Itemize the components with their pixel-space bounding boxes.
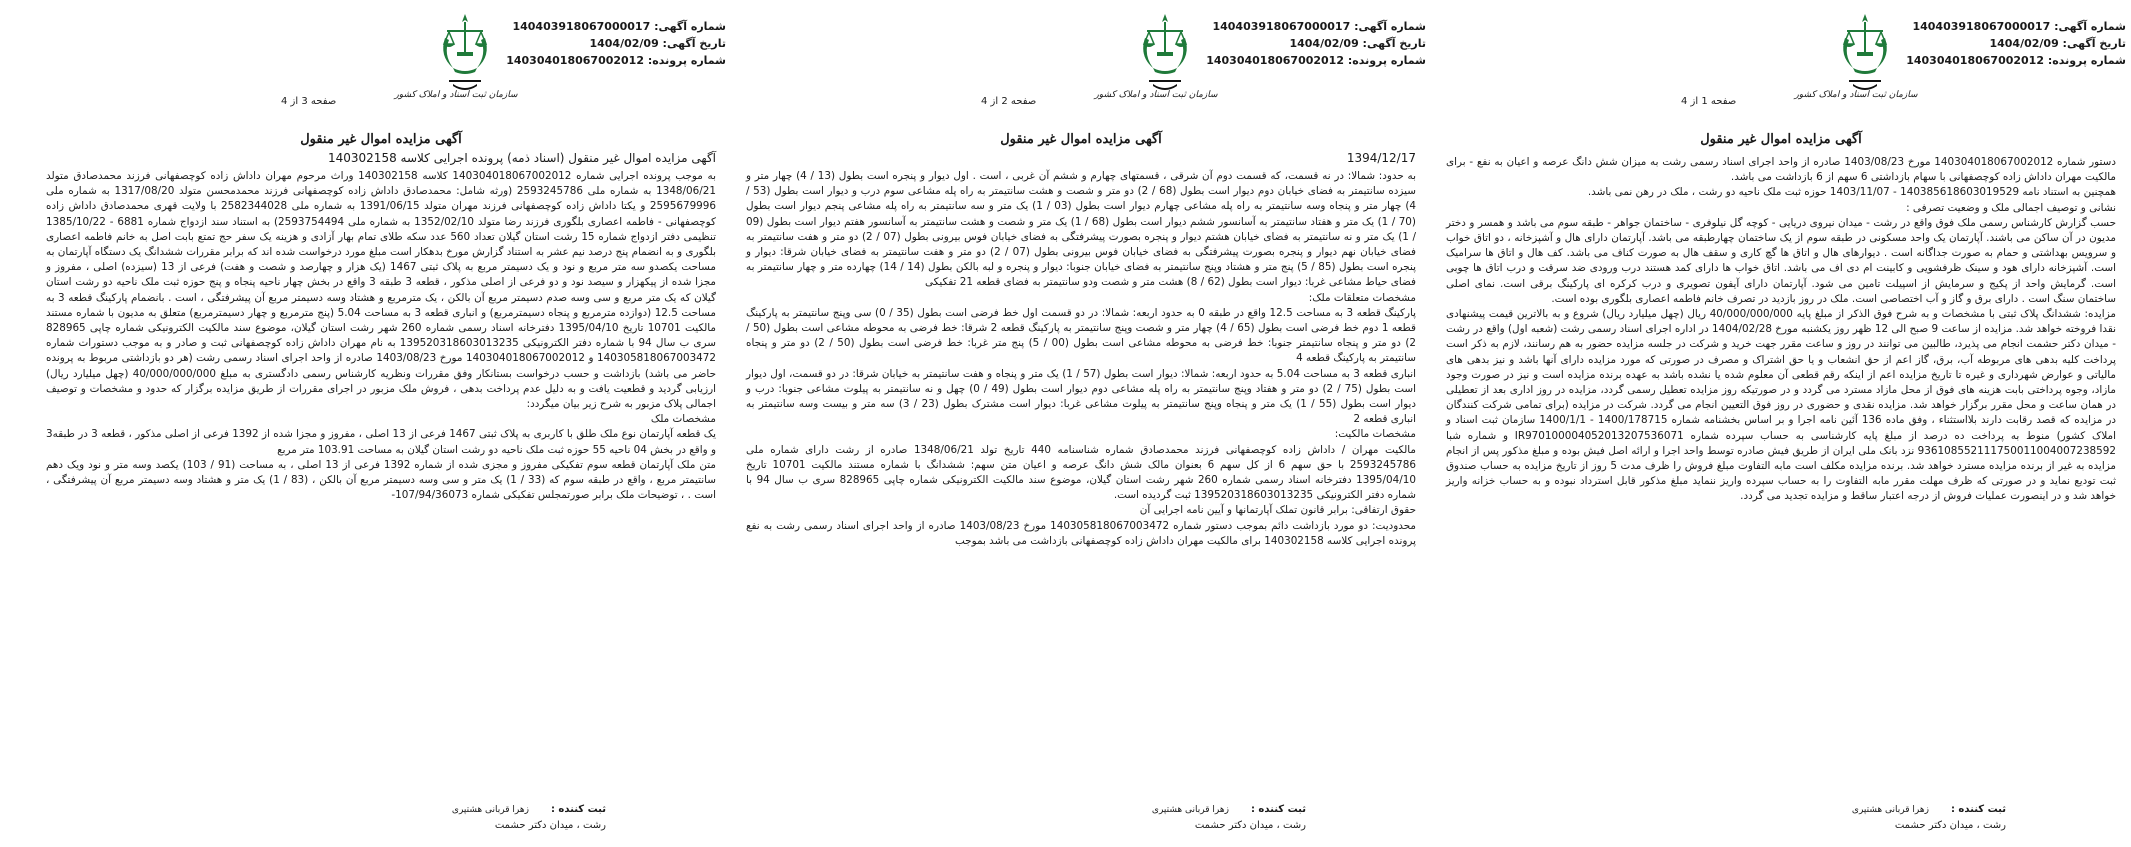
registrar-name: زهرا قربانی هشتپری bbox=[1851, 805, 1929, 815]
page-header bbox=[31, 0, 731, 120]
ad-date: تاریخ آگهی: 1404/02/09 bbox=[1989, 37, 2126, 50]
page-header bbox=[731, 0, 1431, 120]
page-body bbox=[731, 165, 1431, 549]
paragraph: پارکینگ قطعه 3 به مساحت 12.5 واقع در طبقه 0 به حدود اربعه: شمالا: در دو قسمت اول خط فرضی است بطول (35 / 0) سی وپنج سانتیمتر به پارکینگ قطعه 1 دوم خط فرضی است بطول (65 / 4) چهار متر و شصت وپنج سانتیمتر به پارکینگ قطعه 2 شرقا: خط فرضی به محوطه مشاعی است بطول (50 / 2) دو متر و پنجاه سانتیمتر جنوبا: خط فرضی به محوطه مشاعی است بطول (00 / 5) پنج متر غربا: خط فرضی است بطول (50 / 2) دو متر و پنجاه سانتیمتر به پارکینگ قطعه 4 bbox=[746, 306, 1417, 365]
signature-block bbox=[426, 802, 606, 833]
page-title: آگهی مزایده اموال غیر منقول bbox=[300, 132, 462, 147]
paragraph: به حدود: شمالا: در نه قسمت، که قسمت دوم آن شرقی ، قسمتهای چهارم و ششم آن غربی ، است . اول دیوار و پنجره است بطول (13 / 4) چهار متر و سیزده سانتیمتر به فضای خیابان دوم دیوار است بطول (68 / 2) دو متر و شصت و هشت سانتیمتر به راه پله مشاعی سوم درب و دیوار است بطول (53 / 4) چهار متر و پنجاه وسه سانتیمتر به راه پله مشاعی چهارم دیوار است بطول (03 / 1) یک متر و سه سانتیمتر به راه پله مشاعی پنجم دیوار است بطول (70 / 1) یک متر و هفتاد سانتیمتر به آسانسور ششم دیوار است بطول (68 / 1) یک متر و شصت و هشت سانتیمتر به آسانسور هفتم دیوار است بطول (09 / 1) یک متر و نه سانتیمتر به فضای خیابان هشتم دیوار و پنجره بصورت پیشرفتگی به فضای خیابان فوس بیرونی بطول (07 / 2) دو متر و هفت سانتیمتر به فضای خیابان نهم دیوار و پنجره بصورت پیشرفتگی به فضای خیابان فوس بیرونی بطول (07 / 2) دو متر و هفت سانتیمتر به فضای خیابان شرقا: دیوار و پنجره است بطول (85 / 5) پنج متر و هشتاد وپنج سانتیمتر به فضای خیابان جنوبا: دیوار و پنجره و لبه بالکن بطول (14 / 14) چهارده متر و چهار سانتیمتر به فضای حیاط مشاعی غربا: دیوار است بطول (62 / 8) هشت متر و شصت ودو سانتیمتر به فضای قطعه 21 تفکیکی bbox=[746, 170, 1417, 289]
paragraph: محدودیت: دو مورد بازداشت دائم بموجب دستور شماره 140305818067003472 مورخ 1403/08/23 صادره از واحد اجرای اسناد رسمی رشت به نفع پرونده اجرایی کلاسه 140302158 برای مالکیت مهران داداش زاده کوچصفهانی بازداشت می باشد بموجب bbox=[746, 519, 1416, 547]
paragraph: همچنین به استناد نامه 140385618603019529 - 1403/11/07 حوزه ثبت ملک ناحیه دو رشت ، ملک در رهن نمی باشد. bbox=[1587, 186, 2116, 199]
page-number: صفحه 2 از 4 bbox=[981, 96, 1037, 107]
page-title: آگهی مزایده اموال غیر منقول bbox=[1000, 132, 1162, 147]
registrar-name: زهرا قربانی هشتپری bbox=[1151, 805, 1229, 815]
signature-block bbox=[1126, 802, 1306, 833]
registrar-address: رشت ، میدان دکتر حشمت bbox=[494, 820, 606, 831]
ad-date: تاریخ آگهی: 1404/02/09 bbox=[589, 37, 726, 50]
ad-metadata bbox=[1906, 18, 2126, 69]
registrar-label: ثبت کننده : bbox=[550, 804, 606, 815]
signature-block bbox=[1826, 802, 2006, 833]
organization-name: سازمان ثبت اسناد و املاک کشور bbox=[1094, 90, 1218, 100]
organization-name: سازمان ثبت اسناد و املاک کشور bbox=[1794, 90, 1918, 100]
page-header bbox=[1431, 0, 2131, 120]
ad-date: تاریخ آگهی: 1404/02/09 bbox=[1289, 37, 1426, 50]
page-number: صفحه 3 از 4 bbox=[281, 96, 337, 107]
page-2 bbox=[731, 0, 1431, 847]
registrar-address: رشت ، میدان دکتر حشمت bbox=[1194, 820, 1306, 831]
paragraph: مزایده: ششدانگ پلاک ثبتی با مشخصات و به شرح فوق الذکر از مبلغ پایه 40/000/000/000 ریال (چهل میلیارد ریال) شروع و به بالاترین قیمت پیشنهادی نقدا فروخته خواهد شد. مزایده از ساعت 9 صبح الی 12 ظهر روز یکشنبه مورخ 1404/02/28 در اداره اجرای اسناد رسمی رشت (شعبه اول) واقع در رشت - میدان دکتر حشمت انجام می پذیرد، طالبین می توانند در روز و ساعت مقرر جهت خرید و شرکت در جلسه مزایده حضور به هم رسانند، لازم به ذکر است پرداخت کلیه بدهی های مربوطه آب، برق، گاز اعم از حق انشعاب و یا حق اشتراک و مصرف در صورتی که مورد مزایده دارای آنها باشد و نیز بدهی های مالیاتی و عوارض شهرداری و غیره تا تاریخ مزایده اعم از اینکه رقم قطعی آن معلوم شده یا نشده باشد به عهده برنده مزایده است و نیز در صورت وجود مازاد، وجوه پرداختی بابت هزینه های فوق از محل مازاد مسترد می گردد و در صورتیکه روز مزایده تعطیل رسمی گردد، مزایده در روز اداری بعد از تعطیلی در همان ساعت و محل مقرر برگزار خواهد شد. مزایده نقدی و حضوری در روز فوق التعیین انجام می گردد. شرکت در مزایده (برای تمامی شرکت کنندگان در مزایده که قصد رقابت دارند بلااستثناء ، وفق ماده 136 آئین نامه اجرا و بر اساس بخشنامه شماره 1400/178715 - 1400/1/1 سازمان ثبت اسناد و املاک کشور) منوط به پرداخت ده درصد از مبلغ پایه کارشناسی به حساب سپرده شماره IR970100004052013207536071 و شماره شبا 936108552111750011004007238592 نزد بانک ملی ایران از طریق فیش صادره توسط واحد اجرا و ارائه اصل فیش بوده و مبلغ مذکور پس از انجام مزایده به غیر از برنده مزایده مسترد خواهد شد. برنده مزایده مکلف است مابه التفاوت مبلغ فروش را ظرف مدت 5 روز از تاریخ مزایده به حساب صندوق ثبت تودیع نماید و در صورتی که ظرف مهلت مقرر مابه التفاوت را به حساب سپرده واریز ننماید مبلغ مذکور قابل استرداد نبوده و به حساب خزانه واریز خواهد شد و در اینصورت عملیات فروش از درجه اعتبار ساقط و مزایده تجدید می گردد. bbox=[1446, 308, 2117, 503]
ad-metadata bbox=[506, 18, 726, 69]
ad-number: شماره آگهی: 140403918067000017 bbox=[1912, 20, 2126, 33]
judiciary-emblem-icon bbox=[435, 8, 495, 100]
paragraph: نشانی و توصیف اجمالی ملک و وضعیت تصرفی : bbox=[1906, 201, 2116, 214]
page-subtitle: 1394/12/17 bbox=[1346, 151, 1416, 165]
paragraph: دستور شماره 140304018067002012 مورخ 1403/08/23 صادره از واحد اجرای اسناد رسمی رشت به میزان شش دانگ عرصه و اعیان به نفع - برای مالکیت مهران داداش زاده کوچصفهانی با سهام بازداشتی 6 سهم از 6 بازداشت می باشد. bbox=[1446, 156, 2117, 184]
organization-name: سازمان ثبت اسناد و املاک کشور bbox=[394, 90, 518, 100]
page-3 bbox=[31, 0, 731, 847]
page-body bbox=[1431, 151, 2131, 505]
paragraph: حسب گزارش کارشناس رسمی ملک فوق واقع در رشت - میدان نیروی دریایی - کوچه گل نیلوفری - ساختمان جواهر - طبقه سوم می باشد و همسر و دختر مدیون در آن ساکن می باشند. آپارتمان یک واحد مسکونی در طبقه سوم از یک ساختمان چهارطبقه می باشد. آپارتمان دارای هال و آشپزخانه ، دو اتاق خواب و سرویس بهداشتی و حمام به صورت جداگانه است . دیوارهای هال و اتاق ها گچ کاری و سقف هال به صورت کناف می باشد. کف هال و اتاق ها سرامیک است. آشپزخانه دارای هود و سینک ظرفشویی و کابینت ام دی اف می باشد. اتاق خواب ها دارای کمد هستند درب ورودی ضد سرقت و درب اتاق ها چوبی است. گرمایش واحد از پکیج و سرمایش از اسپیلت تامین می شود. آپارتمان دارای آیفون تصویری و درب کرکره ای پارکینگ برقی است. نمای اصلی ساختمان سنگ است . دارای برق و گاز و آب اختصاصی است. ملک در روز بازدید در تصرف خانم فاطمه اعصاری بلگوری بوده است. bbox=[1446, 216, 2116, 305]
registrar-label: ثبت کننده : bbox=[1950, 804, 2006, 815]
registrar-label: ثبت کننده : bbox=[1250, 804, 1306, 815]
judiciary-emblem-icon bbox=[1135, 8, 1195, 100]
paragraph: انباری قطعه 3 به مساحت 5.04 به حدود اربعه: شمالا: دیوار است بطول (57 / 1) یک متر و پنجاه و هفت سانتیمتر به خیابان شرقا: در دو قسمت، اول دیوار است بطول (75 / 2) دو متر و هفتاد وپنج سانتیمتر به راه پله مشاعی دوم دیوار است بطول (49 / 0) چهل و نه سانتیمتر به پیلوت مشاعی جنوبا: درب و دیوار است بطول (55 / 1) یک متر و پنجاه وپنج سانتیمتر به پیلوت مشاعی غربا: دیوار است مشترک بطول (23 / 3) سه متر و بیست وسه سانتیمتر به انباری قطعه 2 bbox=[746, 367, 1417, 426]
ad-number: شماره آگهی: 140403918067000017 bbox=[512, 20, 726, 33]
file-number: شماره پرونده: 140304018067002012 bbox=[1906, 54, 2126, 67]
paragraph: مالکیت مهران / داداش زاده کوچصفهانی فرزند محمدصادق شماره شناسنامه 440 تاریخ تولد 1348/06/21 صادره از رشت دارای شماره ملی 2593245786 با حق سهم 6 از کل سهم 6 بعنوان مالک شش دانگ عرصه و اعیان متن سهم: ششدانگ با شماره مستند مالکیت 10701 تاریخ 1395/04/10 دفترخانه اسناد رسمی شماره 260 شهر رشت استان گیلان، موضوع سند مالکیت الکترونیکی شماره چاپی 828965 سری ب سال 94 با شماره دفتر الکترونیکی 139520318603013235 ثبت گردیده است. bbox=[746, 443, 1417, 502]
ad-metadata bbox=[1206, 18, 1426, 69]
paragraph: مشخصات ملک bbox=[650, 413, 716, 426]
paragraph: مشخصات مالکیت: bbox=[1334, 428, 1416, 441]
page-title: آگهی مزایده اموال غیر منقول bbox=[1700, 132, 1862, 147]
page-body bbox=[31, 165, 731, 503]
page-subtitle: آگهی مزایده اموال غیر منقول (اسناد ذمه) پرونده اجرایی کلاسه 140302158 bbox=[328, 151, 716, 165]
page-number: صفحه 1 از 4 bbox=[1681, 96, 1737, 107]
paragraph: به موجب پرونده اجرایی شماره 140304018067002012 کلاسه 140302158 وراث مرحوم مهران داداش زاده کوچصفهانی فرزند محمدصادق متولد 1348/06/21 به شماره ملی 2593245786 (ورثه شامل: محمدصادق داداش زاده کوچصفهانی فرزند محمدمحسن متولد 1317/08/20 به شماره ملی 2595679996 و یکتا داداش زاده کوچصفهانی فرزند مهران متولد 1391/06/15 به شماره ملی 2582344028 با ولایت قهری محمدصادق داداش زاده کوچصفهانی - فاطمه اعصاری بلگوری فرزند رضا متولد 1352/02/10 به شماره ملی 2593754494) به استناد سند ازدواج شماره 6881 - 1385/10/22 تنظیمی دفتر ازدواج شماره 15 رشت استان گیلان تعداد 560 عدد سکه طلای تمام بهار آزادی و هزینه یک سفر حج تمتع بابت اصل به خانم فاطمه اعصاری بلگوری و به انضمام پنج درصد نیم عشر به استناد گزارش مورخ بدهکار است مبلغ مورد درخواست شده اند که برابر مقررات ششدانگ یک دستگاه آپارتمان به مساحت یکصدو سه متر مربع و نود و یک دسیمتر مربع به پلاک ثبتی 1467 (یک هزار و چهارصد و شصت و هفت) فرعی از 13 (سیزده) اصلی ، مفروز و مجزا شده از پیکهزار و سیصد نود و دو فرعی از اصلی مذکور ، قطعه 3 طبقه 3 واقع در بخش چهار ناحیه پنجاه و پنج حوزه ثبت ملک ناحیه دو رشت استان گیلان که یک متر مربع و سی وسه صدم دسیمتر مربع آن بالکن ، یک مترمربع و هشتاد وسه دسیمتر مربع آن پیشرفتگی ، است . بانضمام پارکینگ قطعه 3 به مساحت 12.5 (دوازده مترمربع و پنجاه دسیمترمربع) و انباری قطعه 3 به مساحت 5.04 (پنج مترمربع و چهار دسیمترمربع) متعلق به مدیون با شماره مستند مالکیت 10701 تاریخ 1395/04/10 دفترخانه اسناد رسمی شماره 260 شهر رشت استان گیلان، موضوع سند مالکیت الکترونیکی شماره چاپی 828965 سری ب سال 94 با شماره دفتر الکترونیکی 139520318603013235 به نام مهران داداش زاده کوچصفهانی ثبت و صادر و به موجب دستورات شماره 140305818067003472 و 140304018067002012 مورخ 1403/08/23 صادره از واحد اجرای اسناد رسمی رشت (هر دو بازداشتی مربوط به پرونده حاضر می باشد) بازداشت و حسب درخواست بستانکار وفق مقررات ونظریه کارشناس رسمی دادگستری به مبلغ 40/000/000/000 (چهل میلیارد ریال) ارزیابی گردید و قطعیت یافت و به دلیل عدم پرداخت بدهی ، فروش ملک مزبور در اجرای مقررات از طریق مزایده برگزار که حدود و مشخصات و توصیف اجمالی پلاک مزبور به شرح زیر بیان میگردد: bbox=[46, 170, 717, 411]
registrar-address: رشت ، میدان دکتر حشمت bbox=[1894, 820, 2006, 831]
file-number: شماره پرونده: 140304018067002012 bbox=[1206, 54, 1426, 67]
judiciary-emblem-icon bbox=[1835, 8, 1895, 100]
paragraph: یک قطعه آپارتمان نوع ملک طلق با کاربری به پلاک ثبتی 1467 فرعی از 13 اصلی ، مفروز و مجزا شده از 1392 فرعی از اصلی مذکور ، قطعه 3 در طبقه3 و واقع در بخش 04 ناحیه 55 حوزه ثبت ملک ناحیه دو رشت استان گیلان به مساحت 103.91 متر مربع bbox=[46, 428, 716, 456]
ad-number: شماره آگهی: 140403918067000017 bbox=[1212, 20, 1426, 33]
file-number: شماره پرونده: 140304018067002012 bbox=[506, 54, 726, 67]
paragraph: مشخصات متعلقات ملک: bbox=[1308, 291, 1416, 304]
registrar-name: زهرا قربانی هشتپری bbox=[451, 805, 529, 815]
paragraph: متن ملک آپارتمان قطعه سوم تفکیکی مفروز و مجزی شده از شماره 1392 فرعی از 13 اصلی ، به مساحت (91 / 103) یکصد وسه متر و نود ویک دهم سانتیمتر مربع ، واقع در طبقه سوم که (33 / 1) یک متر و سی وسه دسیمتر مربع آن بالکن ، (83 / 1) یک متر و هشتاد وسه دسیمتر مربع آن پیشرفتگی ، است . ، توضیحات ملک برابر صورتمجلس تفکیکی شماره 107/94/36073- bbox=[46, 458, 717, 502]
page-1 bbox=[1431, 0, 2131, 847]
paragraph: حقوق ارتفاقی: برابر قانون تملک آپارتمانها و آیین نامه اجرایی آن bbox=[1139, 504, 1416, 517]
